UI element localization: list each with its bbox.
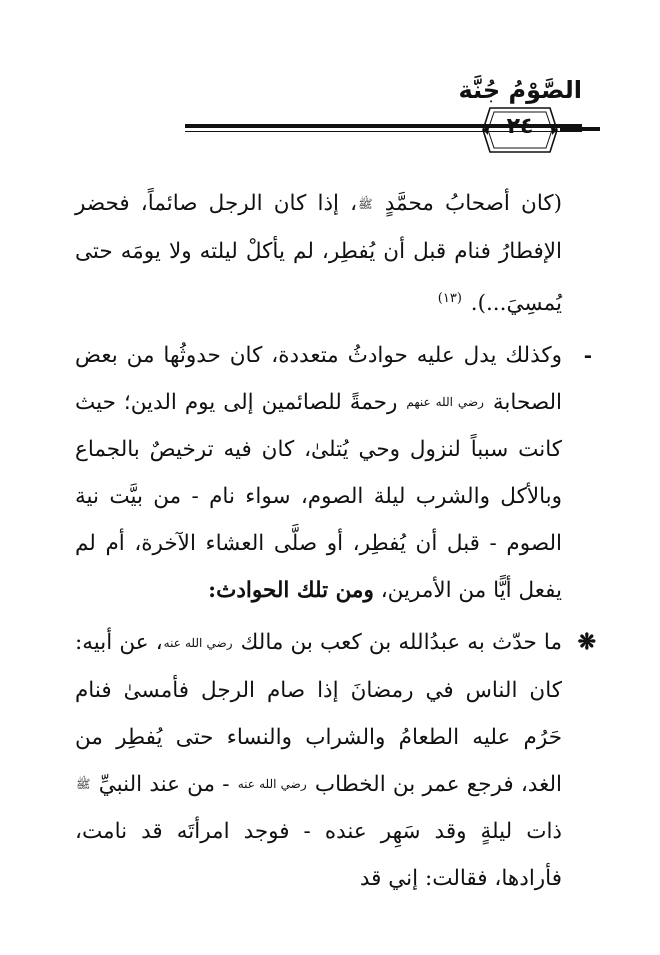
page-header [0,0,660,160]
quote-paragraph [75,180,562,327]
book-title: الصَّوْمُ جُنَّة [458,76,582,104]
hadith-part2: ، عن أبيه: كان الناس في رمضانَ إذا صام الرجل فأمسىٰ فنام حَرُم عليه الطعامُ والشراب والنساء حتى يُفطِر من الغد، فرجع عمر بن الخطاب [75,630,562,797]
honorific-glyph: رضي الله عنهم [406,395,484,410]
hadith-part4: ذات ليلةٍ وقد سَهِر عنده - فوجد امرأتَه قد نامت، فأرادها، فقالت: إني قد [75,819,562,892]
quote-lead: (كان أصحابُ محمَّدٍ [384,191,563,216]
page-number: ٢٤ [506,114,534,139]
asterisk-marker-icon: ❋ [577,629,596,656]
page-number-frame [480,105,560,155]
header-rule-left [560,127,600,131]
quote-rest: ، إذا كان الرجل صائماً، فحضر الإفطارُ فنام قبل أن يُفطِر، لم يأكلْ ليلته ولا يومَه حتى يُمسِيَ...). [75,191,562,316]
hadith-paragraph [75,619,596,902]
hadith-part3: - من عند النبيِّ [98,771,230,797]
section-lead-in: ومن تلك الحوادث: [208,578,374,604]
honorific-glyph: ﷺ [358,196,373,211]
honorific-glyph: ﷺ [76,777,91,792]
incidents-rest: رحمةً للصائمين إلى يوم الدين؛ حيث كانت سبباً لنزول وحي يُتلىٰ، كان فيه ترخيصٌ بالجماع وبالأكل والشرب ليلة الصوم، سواء نام - من بيَّت نية الصوم - قبل أن يُفطِر، أو صلَّى العشاء الآخرة، أم لم يفعل أيًّا من الأمرين، [75,389,562,604]
dash-marker: - [583,342,592,367]
honorific-glyph: رضي الله عنه [237,777,307,792]
footnote-ref: (١٣) [437,290,462,306]
incidents-paragraph [75,332,592,615]
body-text [75,180,596,902]
incidents-lead: وكذلك يدل عليه حوادثُ متعددة، كان حدوثُها من بعض الصحابة [75,342,563,415]
hadith-lead: ما حدّث به عبدُالله بن كعب بن مالك [240,630,562,656]
honorific-glyph: رضي الله عنه [163,635,233,650]
